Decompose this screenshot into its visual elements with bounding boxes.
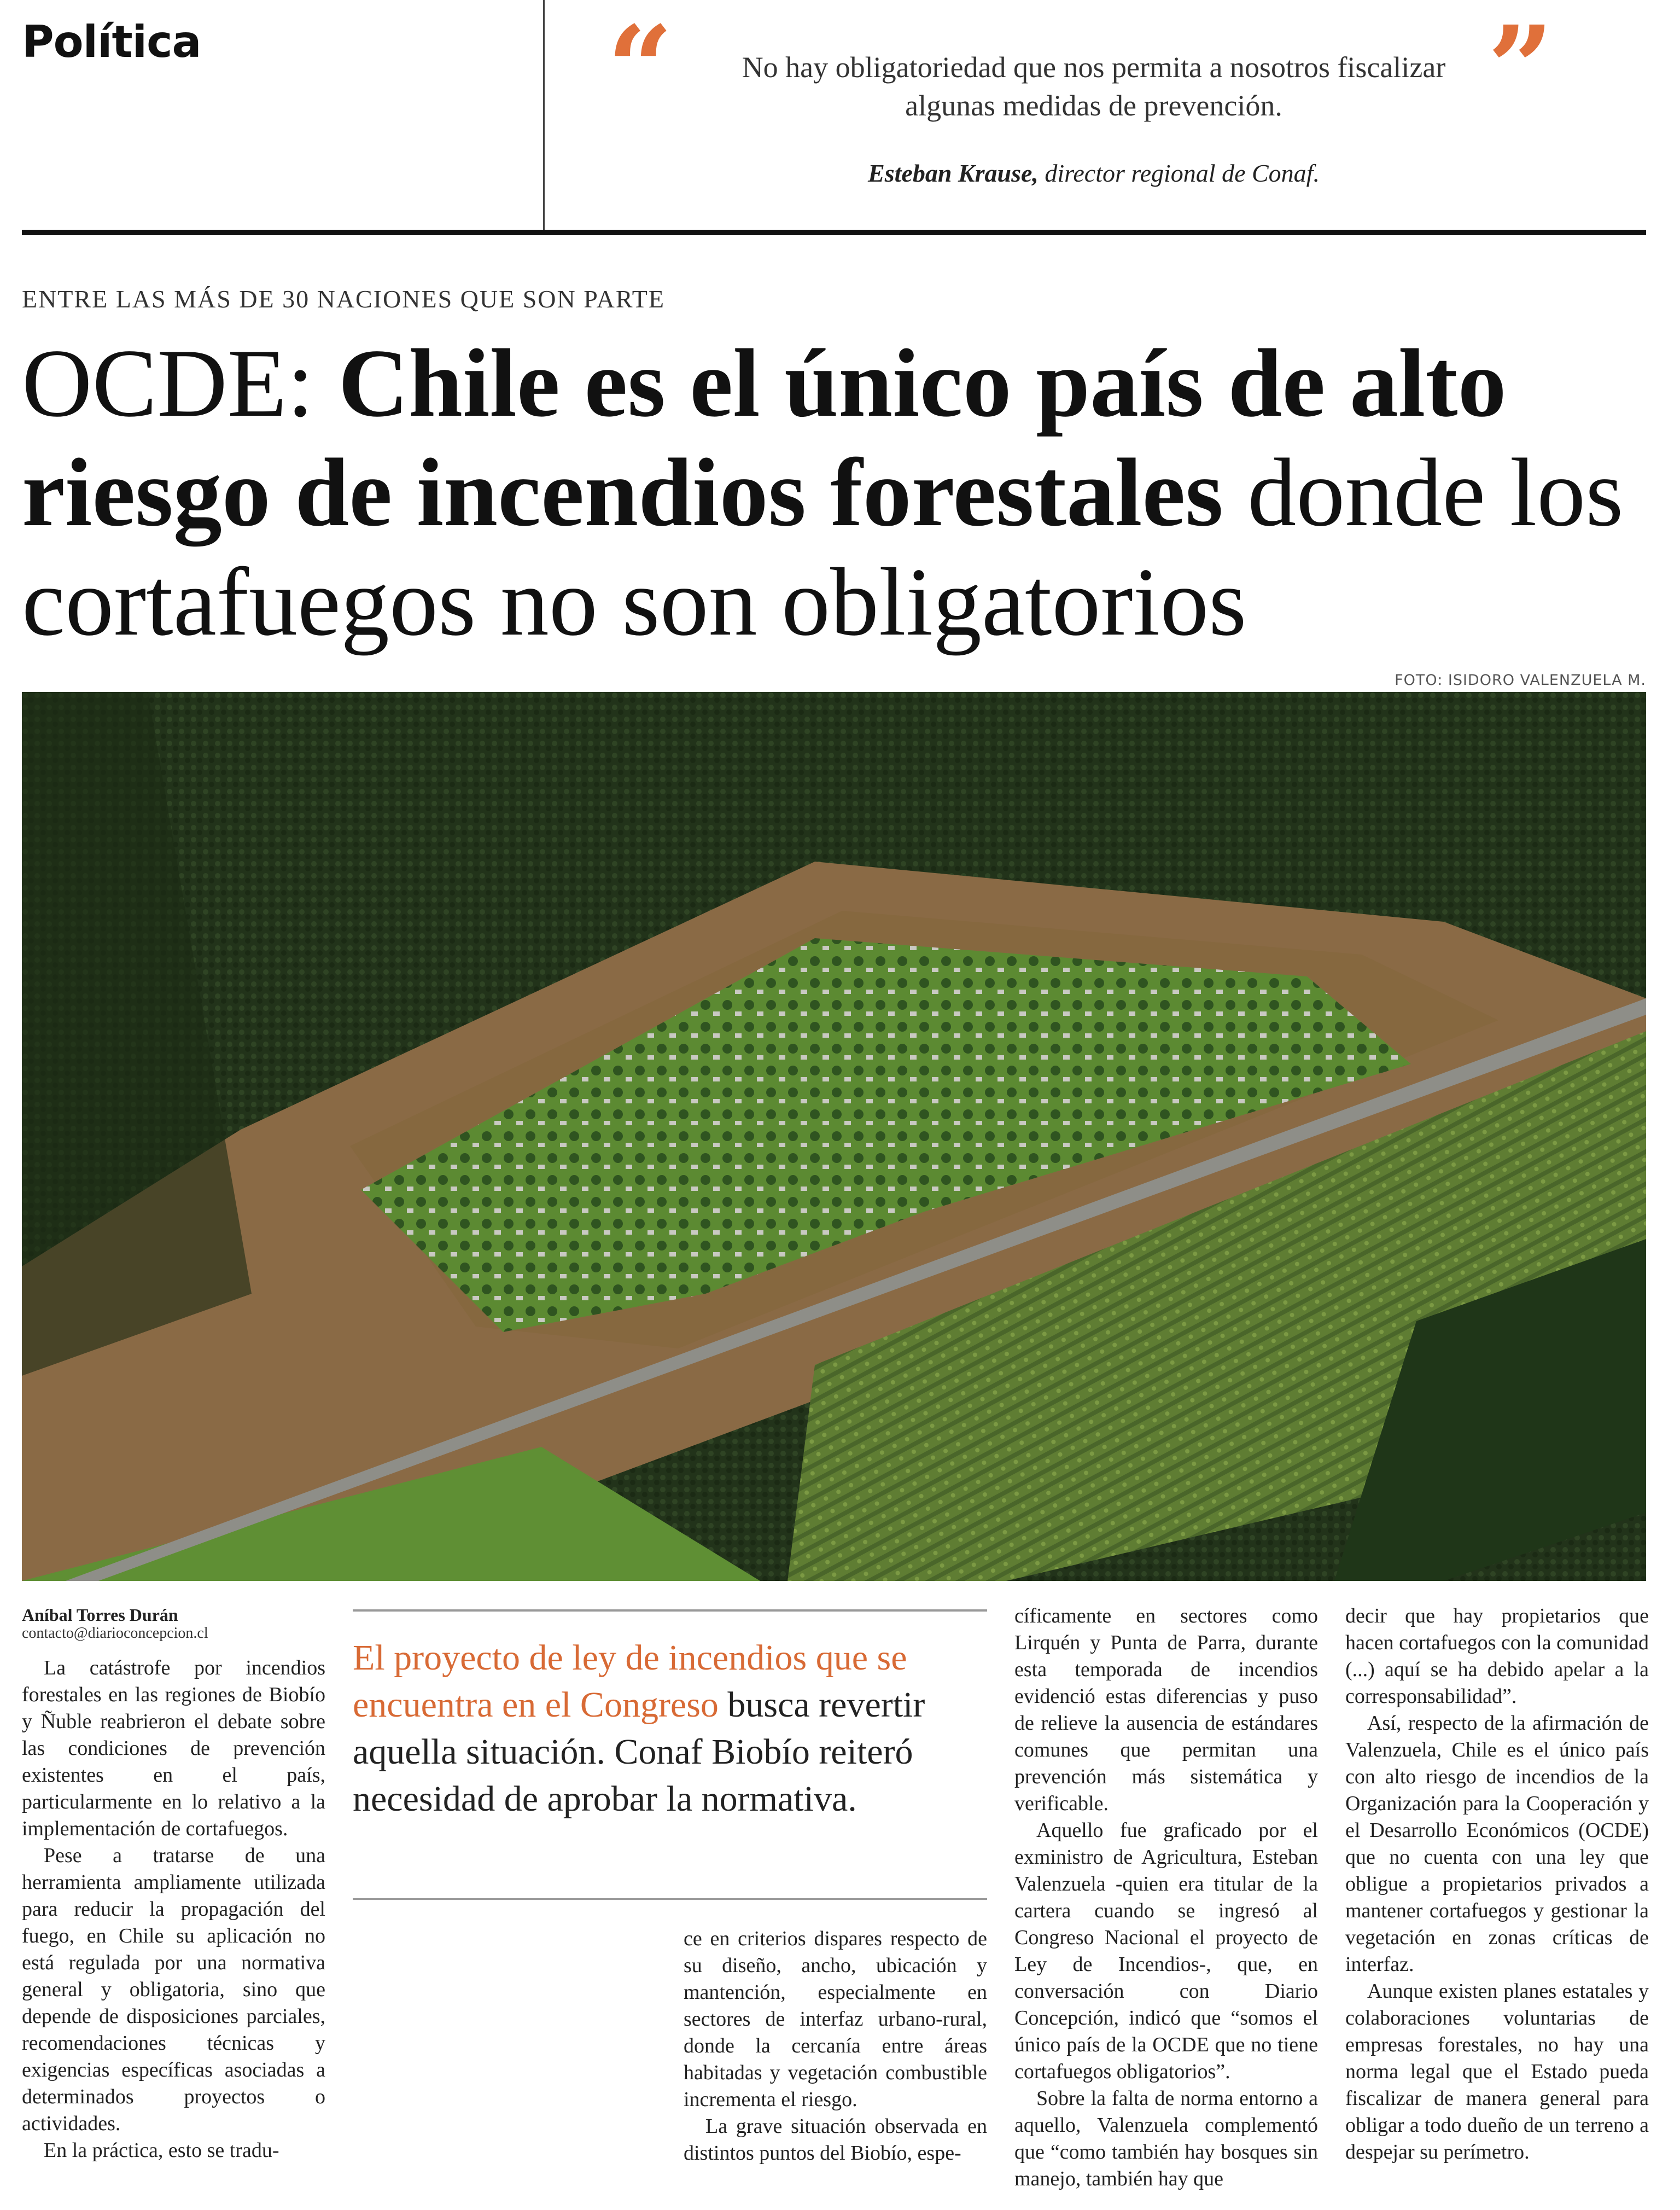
article-column-3 [684,1926,987,2167]
aerial-photo [22,692,1646,1581]
photo-credit: FOTO: ISIDORO VALENZUELA M. [1395,672,1646,689]
pullquote [353,1635,976,1823]
byline-email[interactable]: contacto@diarioconcepcion.cl [22,1625,208,1642]
paragraph: La grave situación observada en distintos puntos del Biobío, espe- [684,2115,987,2165]
article-column-4 [1014,1603,1318,2192]
headline [22,328,1662,656]
pullquote-rest: busca revertir aquella situación. Conaf Biobío reiteró necesidad de aprobar la normativa. [353,1685,925,1819]
kicker: ENTRE LAS MÁS DE 30 NACIONES QUE SON PARTE [22,285,665,313]
quote-text: No hay obligatoriedad que nos permita a nosotros fiscalizar algunas medidas de prevención. [742,51,1446,122]
pullquote-bottom-rule [353,1898,987,1900]
quote-attribution [711,159,1477,188]
paragraph: Sobre la falta de norma entorno a aquello, Valenzuela complementó que “como también hay bosques sin manejo, también hay que [1014,2087,1318,2190]
paragraph: Aquello fue graficado por el exministro de Agricultura, Esteban Valenzuela -quien era titular de la cartera cuando se ingresó al Congreso Nacional el proyecto de Ley de Incendios-, que, en conversación con Diario Concepción, indicó que “somos el único país de la OCDE que no tiene cortafuegos obligatorios”. [1014,1819,1318,2083]
paragraph: ce en criterios dispares respecto de su diseño, ancho, ubicación y mantención, especialmente en sectores de interfaz urbano-rural, donde la cercanía entre áreas habitadas y vegetación combustible incrementa el riesgo. [684,1927,987,2111]
paragraph: Pese a tratarse de una herramienta ampliamente utilizada para reducir la propagación del fuego, en Chile su aplicación no está regulada por una normativa general y obligatoria, sino que depende de disposiciones parciales, recomendaciones técnicas y exigencias específicas asociadas a determinados proyectos o actividades. [22,1844,325,2135]
paragraph: En la práctica, esto se tradu- [44,2139,279,2162]
byline-name: Aníbal Torres Durán [22,1605,178,1625]
header-divider [543,0,545,231]
open-quote-icon: “ [607,1,673,136]
paragraph: cíficamente en sectores como Lirquén y Punta de Parra, durante esta temporada de incendios evidenció estas diferencias y puso de relieve la ausencia de estándares comunes que permitan una prevención más sistemática y verificable. [1014,1604,1318,1815]
quote-role: director regional de Conaf. [1038,159,1320,187]
headline-rest: donde los cortafuegos no son obligatorios [22,438,1624,656]
close-quote-icon: ” [1488,1,1554,136]
pullquote-top-rule [353,1609,987,1612]
article-column-5 [1345,1603,1649,2166]
article-column-1 [22,1655,325,2164]
headline-bold: Chile es el único país de alto riesgo de incendios forestales [22,329,1507,546]
pullquote-highlight: El proyecto de ley de incendios que se encuentra en el Congreso [353,1638,907,1725]
paragraph: La catástrofe por incendios forestales en las regiones de Biobío y Ñuble reabrieron el debate sobre las condiciones de prevención existentes en el país, particularmente en lo relativo a la implementación de cortafuegos. [22,1656,325,1840]
headline-lead: OCDE: [22,329,339,437]
paragraph: decir que hay propietarios que hacen cortafuegos con la comunidad (...) aquí se ha debido apelar a la corresponsabilidad”. [1345,1604,1649,1708]
paragraph: Así, respecto de la afirmación de Valenzuela, Chile es el único país con alto riesgo de incendios de la Organización para la Cooperación y el Desarrollo Económicos (OCDE) que no cuenta con una ley que obligue a propietarios privados a mantener cortafuegos y gestionar la vegetación en zonas críticas de interfaz. [1345,1712,1649,1976]
quote-author: Esteban Krause, [868,159,1039,187]
paragraph: Aunque existen planes estatales y colaboraciones voluntarias de empresas forestales, no hay una norma legal que el Estado pueda fiscalizar de manera general para obligar a todo dueño de un terreno a despejar su perímetro. [1345,1980,1649,2164]
header-rule [22,230,1646,235]
section-label: Política [22,16,201,67]
